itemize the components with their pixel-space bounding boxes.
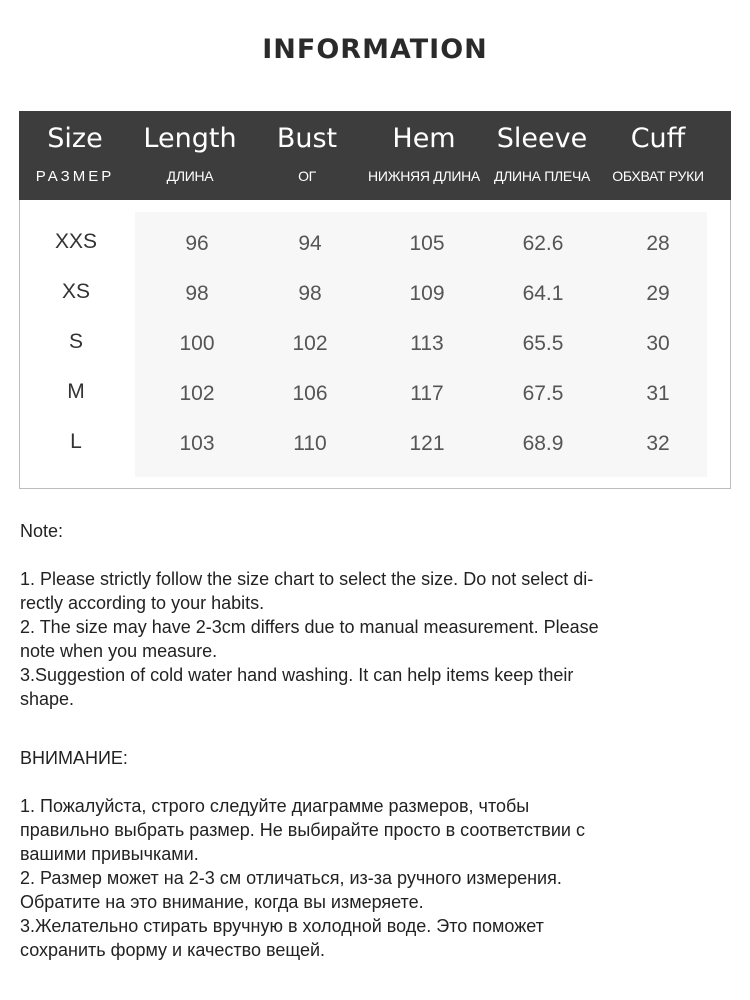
table-row [20, 432, 732, 482]
header-length-ru: ДЛИНА [166, 168, 214, 184]
size-chart-table [19, 111, 731, 489]
note-en-line: note when you measure. [20, 641, 218, 661]
table-row [20, 232, 732, 282]
header-length [131, 111, 249, 200]
note-en-line: shape. [20, 689, 75, 709]
hem-cell: 113 [410, 332, 444, 355]
table-row [20, 382, 732, 432]
header-cuff-en: Cuff [630, 123, 686, 154]
note-ru-heading: ВНИМАНИЕ: [20, 748, 128, 768]
note-en-line: 1. Please strictly follow the size chart to select the size. Do not select di- [20, 569, 594, 589]
note-ru-line: 3.Желательно стирать вручную в холодной воде. Это поможет [20, 916, 544, 936]
note-en-heading: Note: [20, 521, 64, 541]
cuff-cell: 31 [646, 382, 670, 405]
header-size-ru: РАЗМЕР [35, 168, 115, 185]
note-spacer [20, 770, 720, 794]
header-sleeve [483, 111, 601, 200]
size-cell: M [67, 380, 85, 403]
table-header [19, 111, 731, 200]
header-cuff-ru: ОБХВАТ РУКИ [612, 168, 704, 184]
header-sleeve-en: Sleeve [496, 123, 588, 154]
length-cell: 102 [179, 382, 215, 405]
hem-cell: 117 [410, 382, 444, 405]
header-bust-ru: ОГ [298, 168, 316, 184]
cuff-cell: 28 [646, 232, 670, 255]
cuff-cell: 29 [646, 282, 670, 305]
length-cell: 96 [185, 232, 209, 255]
table-row [20, 282, 732, 332]
table-row [20, 332, 732, 382]
length-cell: 103 [179, 432, 215, 455]
header-hem [365, 111, 483, 200]
header-length-en: Length [143, 123, 237, 154]
length-cell: 100 [179, 332, 215, 355]
hem-cell: 105 [409, 232, 445, 255]
sleeve-cell: 65.5 [522, 332, 564, 355]
header-hem-en: Hem [392, 123, 456, 154]
size-cell: XS [61, 280, 90, 303]
note-en [20, 519, 720, 711]
bust-cell: 98 [298, 282, 322, 305]
note-en-line: 3.Suggestion of cold water hand washing. It can help items keep their [20, 665, 574, 685]
bust-cell: 110 [293, 432, 327, 455]
cuff-cell: 32 [646, 432, 670, 455]
page-title: INFORMATION [262, 34, 488, 65]
length-cell: 98 [185, 282, 209, 305]
header-bust [249, 111, 365, 200]
note-en-line: 2. The size may have 2-3cm differs due to manual measurement. Please [20, 617, 599, 637]
note-ru-line: 2. Размер может на 2-3 см отличаться, из-за ручного измерения. [20, 868, 562, 888]
hem-cell: 109 [409, 282, 445, 305]
note-en-line: rectly according to your habits. [20, 593, 265, 613]
sleeve-cell: 62.6 [522, 232, 564, 255]
note-ru [20, 746, 720, 962]
note-ru-line: Обратите на это внимание, когда вы измеряете. [20, 892, 424, 912]
header-bust-en: Bust [276, 123, 338, 154]
header-size [19, 111, 131, 200]
note-ru-line: правильно выбрать размер. Не выбирайте просто в соответствии с [20, 820, 585, 840]
cuff-cell: 30 [646, 332, 670, 355]
sleeve-cell: 64.1 [522, 282, 564, 305]
header-cuff [601, 111, 715, 200]
hem-cell: 121 [409, 432, 445, 455]
note-spacer [20, 543, 720, 567]
size-cell: XXS [54, 230, 98, 253]
size-cell: L [70, 430, 82, 453]
sleeve-cell: 67.5 [522, 382, 564, 405]
size-cell: S [68, 330, 83, 353]
note-ru-line: сохранить форму и качество вещей. [20, 940, 326, 960]
bust-cell: 106 [292, 382, 328, 405]
bust-cell: 94 [298, 232, 322, 255]
header-size-en: Size [47, 123, 103, 154]
note-ru-line: вашими привычками. [20, 844, 199, 864]
header-sleeve-ru: ДЛИНА ПЛЕЧА [493, 168, 591, 184]
sleeve-cell: 68.9 [522, 432, 564, 455]
header-hem-ru: НИЖНЯЯ ДЛИНА [368, 168, 480, 184]
note-ru-line: 1. Пожалуйста, строго следуйте диаграмме размеров, чтобы [20, 796, 530, 816]
bust-cell: 102 [292, 332, 328, 355]
